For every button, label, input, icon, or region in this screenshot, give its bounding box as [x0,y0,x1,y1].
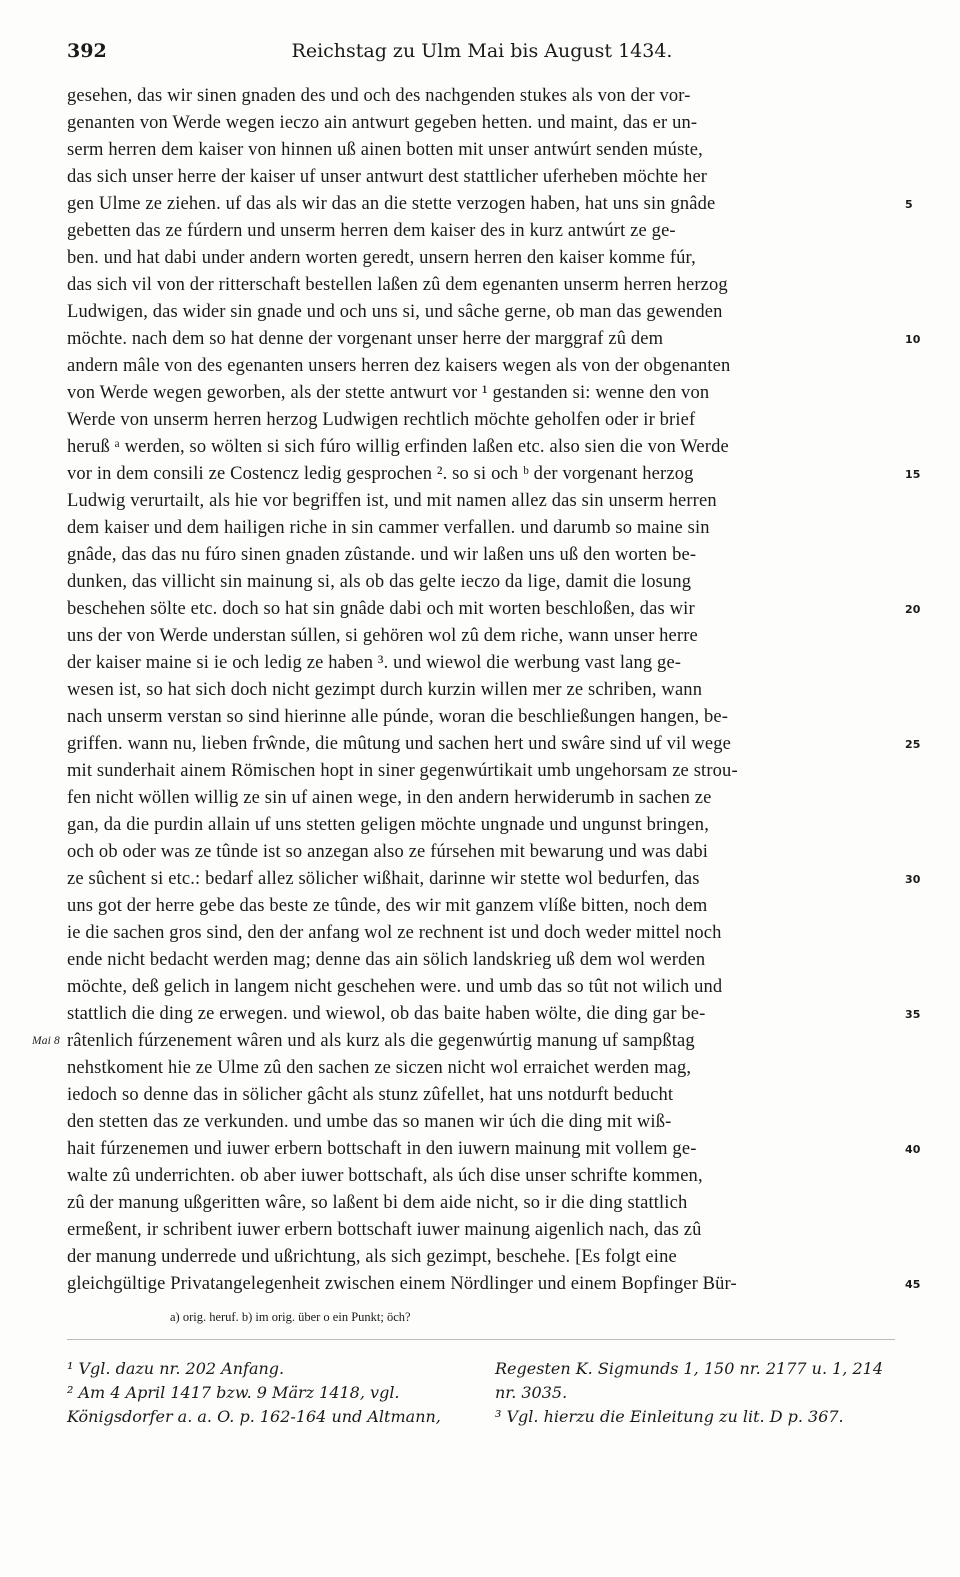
line-text: von Werde wegen geworben, als der stette antwurt vor ¹ gestanden si: wenne den von [67,383,710,403]
line-number: 5 [905,198,913,211]
line-text: gleichgültige Privatangelegenheit zwischen einem Nördlinger und einem Bopfinger Bür- [67,1274,737,1294]
line-text: möchte, deß gelich in langem nicht geschehen were. und umb das so tût not wilich und [67,977,723,997]
text-line [67,407,897,434]
line-number: 30 [905,873,921,886]
line-number: 15 [905,468,921,481]
line-text: nehstkoment hie ze Ulme zû den sachen ze siczen nicht wol erraichet werden mag, [67,1058,692,1078]
text-line [67,272,897,299]
line-text: och ob oder was ze tûnde ist so anzegan also ze fúrsehen mit bewarung und was dabi [67,842,709,862]
line-text: den stetten das ze verkunden. und umbe das so manen wir úch die ding mit wiß- [67,1112,672,1132]
line-text: mit sunderhait ainem Römischen hopt in siner gegenwúrtikait umb ungehorsam ze strou- [67,761,738,781]
footnote-line: Königsdorfer a. a. O. p. 162-164 und Altmann, [67,1407,441,1426]
line-text: Ludwigen, das wider sin gnade und och uns si, und sâche gerne, ob man das gewenden [67,302,723,322]
text-line [67,164,897,191]
line-text: hait fúrzenemen und iuwer erbern bottschaft in den iuwern mainung mit vollem ge- [67,1139,697,1159]
page-number: 392 [67,40,107,62]
line-text: gan, da die purdin allain uf uns stetten geligen möchte ungnade und ungunst bringen, [67,815,709,835]
line-text: ermeßent, ir schribent iuwer erbern bottschaft iuwer mainung aigenlich nach, das zû [67,1220,702,1240]
text-line [67,1244,897,1271]
line-number: 35 [905,1008,921,1021]
text-line [67,758,897,785]
footnote-line: ¹ Vgl. dazu nr. 202 Anfang. [67,1359,285,1378]
line-number: 25 [905,738,921,751]
line-text: stattlich die ding ze erwegen. und wiewol, ob das baite haben wölte, die ding gar be- [67,1004,706,1024]
text-line [32,1028,897,1055]
page-header [67,40,897,70]
running-title: Reichstag zu Ulm Mai bis August 1434. [291,40,673,62]
text-line [67,488,897,515]
line-text: heruß ᵃ werden, so wölten si sich fúro willig erfinden laßen etc. also sien die von Werde [67,437,729,457]
text-line [67,623,897,650]
text-line [67,1136,921,1163]
line-text: wesen ist, so hat sich doch nicht gezimpt durch kurzin willen mer ze schriben, wann [67,680,703,700]
text-line [67,137,897,164]
text-line [67,1163,897,1190]
footnotes-left-column [67,1357,487,1429]
text-line [67,299,897,326]
line-text: zû der manung ußgeritten wâre, so laßent bi dem aide nicht, so ir die ding stattlich [67,1193,688,1213]
line-text: andern mâle von des egenanten unsers herren dez kaisers wegen als von der obgenanten [67,356,731,376]
line-number: 10 [905,333,921,346]
line-text: ie die sachen gros sind, den der anfang wol ze rechnent ist und doch weder mittel noch [67,923,722,943]
line-number: 45 [905,1278,921,1291]
line-text: Werde von unserm herren herzog Ludwigen rechtlich möchte geholfen oder ir brief [67,410,696,430]
footnotes-right-column [495,1357,905,1429]
line-text: dem kaiser und dem hailigen riche in sin cammer verfallen. und darumb so maine sin [67,518,710,538]
text-line [67,785,897,812]
text-line [67,866,921,893]
text-line [67,812,897,839]
text-line [67,353,897,380]
text-line [67,515,897,542]
text-line [67,893,897,920]
text-line [67,920,897,947]
text-line [67,1109,897,1136]
line-text: das sich vil von der ritterschaft bestellen laßen zû dem egenanten unserm herren herzog [67,275,728,295]
text-line [67,1055,897,1082]
footnote-line: ² Am 4 April 1417 bzw. 9 März 1418, vgl. [67,1383,400,1402]
text-line [67,1271,921,1298]
text-line [67,110,897,137]
line-text: genanten von Werde wegen ieczo ain antwurt gegeben hetten. und maint, das er un- [67,113,698,133]
line-text: fen nicht wöllen willig ze sin uf ainen wege, in den andern herwiderumb in sachen ze [67,788,712,808]
text-line [67,380,897,407]
line-text: râtenlich fúrzenement wâren und als kurz als die gegenwúrtig manung uf sampßtag [67,1031,695,1051]
text-line [67,434,897,461]
line-text: Ludwig verurtailt, als hie vor begriffen ist, und mit namen allez das sin unserm herren [67,491,717,511]
apparatus-notes: a) orig. heruf. b) im orig. über o ein Punkt; öch? [170,1310,411,1324]
text-line [67,1217,897,1244]
text-line [67,1082,897,1109]
text-line [67,461,921,488]
text-line [67,569,897,596]
line-text: uns got der herre gebe das beste ze tûnde, des wir mit ganzem vlíße bitten, noch dem [67,896,708,916]
text-line [67,731,921,758]
line-text: vor in dem consili ze Costencz ledig gesprochen ². so si och ᵇ der vorgenant herzog [67,464,694,484]
text-line [67,191,913,218]
footnote-line: nr. 3035. [495,1383,568,1402]
text-line [67,245,897,272]
line-number: 40 [905,1143,921,1156]
text-line [67,704,897,731]
line-text: der manung underrede und ußrichtung, als sich gezimpt, beschehe. [Es folgt eine [67,1247,677,1267]
footnote-rule [67,1339,895,1340]
line-text: serm herren dem kaiser von hinnen uß ainen botten mit unser antwúrt senden múste, [67,140,703,160]
text-line [67,974,897,1001]
body-text [32,83,921,1298]
text-line [67,326,921,353]
text-line [67,1001,921,1028]
line-text: gebetten das ze fúrdern und unserm herren dem kaiser des in kurz antwúrt ze ge- [67,221,676,241]
footnote-line: ³ Vgl. hierzu die Einleitung zu lit. D p. 367. [495,1407,844,1426]
line-text: uns der von Werde understan súllen, si gehören wol zû dem riche, wann unser herre [67,626,698,646]
line-text: ende nicht bedacht werden mag; denne das ain sölich landskrieg uß dem wol werden [67,950,706,970]
line-text: iedoch so denne das in sölicher gâcht als stunz zûfellet, hat uns notdurft beducht [67,1085,674,1105]
line-text: ze sûchent si etc.: bedarf allez sölicher wißhait, darinne wir stette wol bedurfen, das [67,869,700,889]
line-text: griffen. wann nu, lieben frŵnde, die mûtung und sachen hert und swâre sind uf vil wege [67,734,731,754]
text-line [67,83,897,110]
text-line [67,1190,897,1217]
line-text: das sich unser herre der kaiser uf unser antwurt dest stattlicher uferheben möchte her [67,167,708,187]
text-line [67,596,921,623]
footnote-line: Regesten K. Sigmunds 1, 150 nr. 2177 u. 1, 214 [495,1359,884,1378]
text-line [67,677,897,704]
line-text: gnâde, das das nu fúro sinen gnaden zûstande. und wir laßen uns uß den worten be- [67,545,697,565]
line-text: der kaiser maine si ie och ledig ze haben ³. und wiewol die werbung vast lang ge- [67,653,682,673]
text-line [67,542,897,569]
line-text: nach unserm verstan so sind hierinne alle púnde, woran die beschließungen hangen, be- [67,707,729,727]
text-line [67,947,897,974]
line-text: möchte. nach dem so hat denne der vorgenant unser herre der marggraf zû dem [67,329,664,349]
text-line [67,650,897,677]
line-text: beschehen sölte etc. doch so hat sin gnâde dabi och mit worten beschloßen, das wir [67,599,695,619]
line-text: gen Ulme ze ziehen. uf das als wir das an die stette verzogen haben, hat uns sin gnâde [67,194,716,214]
line-text: walte zû underrichten. ob aber iuwer bottschaft, als úch dise unser schrifte kommen, [67,1166,703,1186]
line-number: 20 [905,603,921,616]
line-text: ben. und hat dabi under andern worten geredt, unsern herren den kaiser komme fúr, [67,248,696,268]
margin-date-note: Mai 8 [32,1035,60,1047]
text-line [67,218,897,245]
text-line [67,839,897,866]
line-text: gesehen, das wir sinen gnaden des und och des nachgenden stukes als von der vor- [67,86,691,106]
line-text: dunken, das villicht sin mainung si, als ob das gelte ieczo da lige, damit die losung [67,572,692,592]
